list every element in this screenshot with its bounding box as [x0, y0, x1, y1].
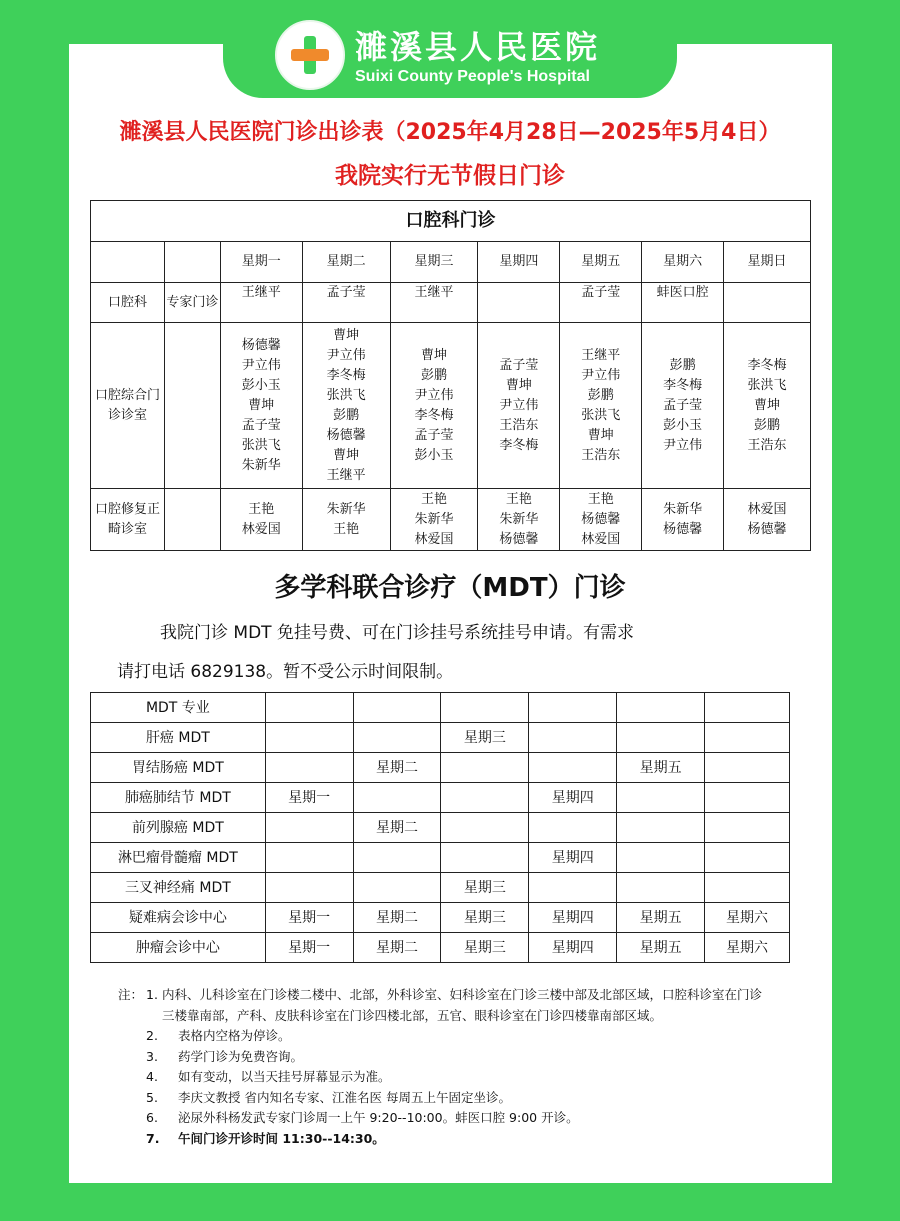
note-text: 午间门诊开诊时间 11:30--14:30。 — [178, 1130, 385, 1146]
clinic-type — [164, 323, 220, 489]
doctor-cell: 朱新华 杨德馨 — [642, 489, 724, 551]
doctor-cell: 朱新华 王艳 — [302, 489, 390, 551]
mdt-day-cell — [529, 813, 617, 843]
note-number: 5. — [146, 1089, 158, 1105]
doctor-cell: 王艳 朱新华 林爱国 — [390, 489, 478, 551]
day-header: 星期三 — [390, 242, 478, 283]
mdt-specialty: 肝癌 MDT — [91, 723, 266, 753]
mdt-day-cell: 星期二 — [353, 753, 441, 783]
mdt-day-cell: 星期一 — [265, 933, 353, 963]
mdt-day-cell: 星期四 — [529, 933, 617, 963]
mdt-day-cell: 星期三 — [441, 873, 529, 903]
note-number: 3. — [146, 1048, 158, 1064]
note-item — [118, 1067, 768, 1088]
mdt-day-cell: 星期三 — [441, 903, 529, 933]
mdt-day-cell: 星期三 — [441, 933, 529, 963]
dept-name: 口腔修复正畸诊室 — [91, 489, 165, 551]
mdt-day-cell — [617, 873, 705, 903]
mdt-day-cell — [265, 813, 353, 843]
doctor-cell: 蚌医口腔 — [642, 283, 724, 323]
mdt-specialty: 肿瘤会诊中心 — [91, 933, 266, 963]
day-header: 星期日 — [724, 242, 811, 283]
note-text: 李庆文教授 省内知名专家、江淮名医 每周五上午固定坐诊。 — [178, 1089, 511, 1105]
note-text: 内科、儿科诊室在门诊楼二楼中、北部，外科诊室、妇科诊室在门诊三楼中部及北部区域，口腔科诊室在门诊三楼靠南部，产科、皮肤科诊室在门诊四楼北部，五官、眼科诊室在门诊四楼靠南部区域。 — [162, 987, 763, 1023]
hospital-name-cn: 濉溪县人民医院 — [355, 28, 601, 66]
mdt-day-cell — [441, 783, 529, 813]
mdt-day-cell — [705, 753, 790, 783]
doctor-cell: 李冬梅 张洪飞 曹坤 彭鹏 王浩东 — [724, 323, 811, 489]
dept-name: 口腔科 — [91, 283, 165, 323]
mdt-day-cell — [529, 873, 617, 903]
mdt-day-cell — [353, 723, 441, 753]
note-item — [118, 1047, 768, 1068]
doctor-cell: 曹坤 尹立伟 李冬梅 张洪飞 彭鹏 杨德馨 曹坤 王继平 — [302, 323, 390, 489]
mdt-specialty: 淋巴瘤骨髓瘤 MDT — [91, 843, 266, 873]
day-header: 星期四 — [478, 242, 560, 283]
notes-label: 注： — [118, 987, 144, 1002]
page-subtitle: 我院实行无节假日门诊 — [335, 163, 565, 189]
mdt-day-cell — [441, 753, 529, 783]
mdt-day-cell — [265, 723, 353, 753]
mdt-day-cell — [441, 813, 529, 843]
mdt-day-cell — [265, 873, 353, 903]
mdt-specialty: 三叉神经痛 MDT — [91, 873, 266, 903]
mdt-header-label: MDT 专业 — [91, 693, 266, 723]
doctor-cell: 孟子莹 曹坤 尹立伟 王浩东 李冬梅 — [478, 323, 560, 489]
mdt-day-cell: 星期四 — [529, 783, 617, 813]
mdt-day-cell — [705, 813, 790, 843]
day-header: 星期二 — [302, 242, 390, 283]
mdt-heading: 多学科联合诊疗（MDT）门诊 — [274, 573, 626, 603]
mdt-row — [91, 903, 790, 933]
mdt-day-cell — [617, 723, 705, 753]
mdt-day-cell: 星期五 — [617, 753, 705, 783]
doctor-cell: 王继平 — [220, 283, 302, 323]
mdt-day-cell: 星期二 — [353, 903, 441, 933]
mdt-row — [91, 723, 790, 753]
mdt-day-cell — [617, 813, 705, 843]
doctor-cell: 杨德馨 尹立伟 彭小玉 曹坤 孟子莹 张洪飞 朱新华 — [220, 323, 302, 489]
dental-row — [91, 323, 811, 489]
dental-schedule-table — [90, 200, 811, 551]
mdt-specialty: 胃结肠癌 MDT — [91, 753, 266, 783]
mdt-row — [91, 843, 790, 873]
note-number: 6. — [146, 1110, 158, 1125]
day-header: 星期六 — [642, 242, 724, 283]
mdt-description-line2: 请打电话 6829138。暂不受公示时间限制。 — [117, 662, 454, 682]
note-text: 药学门诊为免费咨询。 — [178, 1048, 304, 1064]
doctor-cell: 王继平 尹立伟 彭鹏 张洪飞 曹坤 王浩东 — [560, 323, 642, 489]
mdt-row — [91, 813, 790, 843]
mdt-specialty: 前列腺癌 MDT — [91, 813, 266, 843]
note-item — [118, 1108, 768, 1129]
mdt-day-cell — [617, 843, 705, 873]
page-title: 濉溪县人民医院门诊出诊表（2025年4月28日—2025年5月4日） — [119, 120, 781, 145]
mdt-day-cell — [529, 753, 617, 783]
mdt-day-cell: 星期二 — [353, 813, 441, 843]
day-header: 星期五 — [560, 242, 642, 283]
note-number: 7. — [146, 1130, 160, 1146]
dental-caption: 口腔科门诊 — [91, 201, 811, 242]
mdt-specialty: 肺癌肺结节 MDT — [91, 783, 266, 813]
note-text: 泌尿外科杨发武专家门诊周一上午 9:20--10:00。蚌医口腔 9:00 开诊。 — [178, 1110, 579, 1125]
mdt-day-cell — [529, 723, 617, 753]
doctor-cell: 孟子莹 — [560, 283, 642, 323]
mdt-row — [91, 873, 790, 903]
mdt-day-cell — [353, 873, 441, 903]
doctor-cell: 王艳 林爱国 — [220, 489, 302, 551]
mdt-row — [91, 933, 790, 963]
mdt-day-cell — [617, 783, 705, 813]
mdt-day-cell — [353, 843, 441, 873]
mdt-day-cell — [441, 843, 529, 873]
mdt-day-cell — [265, 843, 353, 873]
mdt-row — [91, 753, 790, 783]
clinic-type — [164, 489, 220, 551]
dental-row — [91, 283, 811, 323]
dental-row — [91, 489, 811, 551]
doctor-cell — [724, 283, 811, 323]
mdt-day-cell: 星期一 — [265, 783, 353, 813]
mdt-day-cell — [705, 783, 790, 813]
mdt-day-cell: 星期五 — [617, 933, 705, 963]
note-item — [118, 1129, 768, 1150]
notes-section — [118, 985, 768, 1149]
note-text: 如有变动，以当天挂号屏幕显示为准。 — [178, 1069, 391, 1084]
mdt-day-cell: 星期五 — [617, 903, 705, 933]
hospital-logo-icon — [275, 20, 345, 90]
note-number: 2. — [146, 1028, 158, 1043]
mdt-day-cell — [705, 723, 790, 753]
mdt-day-cell — [705, 873, 790, 903]
note-item — [118, 1026, 768, 1047]
mdt-day-cell: 星期六 — [705, 933, 790, 963]
doctor-cell: 林爱国 杨德馨 — [724, 489, 811, 551]
mdt-schedule-table — [90, 692, 790, 963]
mdt-day-cell — [705, 843, 790, 873]
mdt-specialty: 疑难病会诊中心 — [91, 903, 266, 933]
mdt-day-cell: 星期四 — [529, 843, 617, 873]
doctor-cell: 王艳 杨德馨 林爱国 — [560, 489, 642, 551]
mdt-day-cell: 星期一 — [265, 903, 353, 933]
note-item — [118, 985, 768, 1026]
mdt-row — [91, 783, 790, 813]
hospital-name-en: Suixi County People's Hospital — [355, 68, 590, 85]
doctor-cell — [478, 283, 560, 323]
mdt-day-cell: 星期三 — [441, 723, 529, 753]
doctor-cell: 彭鹏 李冬梅 孟子莹 彭小玉 尹立伟 — [642, 323, 724, 489]
doctor-cell: 孟子莹 — [302, 283, 390, 323]
dept-name: 口腔综合门诊诊室 — [91, 323, 165, 489]
mdt-day-cell: 星期六 — [705, 903, 790, 933]
day-header: 星期一 — [220, 242, 302, 283]
mdt-day-cell: 星期四 — [529, 903, 617, 933]
doctor-cell: 王继平 — [390, 283, 478, 323]
mdt-day-cell — [265, 753, 353, 783]
clinic-type: 专家门诊 — [164, 283, 220, 323]
doctor-cell: 曹坤 彭鹏 尹立伟 李冬梅 孟子莹 彭小玉 — [390, 323, 478, 489]
doctor-cell: 王艳 朱新华 杨德馨 — [478, 489, 560, 551]
mdt-day-cell: 星期二 — [353, 933, 441, 963]
note-item — [118, 1088, 768, 1109]
mdt-day-cell — [353, 783, 441, 813]
note-number: 1. — [146, 987, 158, 1002]
note-number: 4. — [146, 1069, 158, 1084]
note-text: 表格内空格为停诊。 — [178, 1028, 291, 1043]
mdt-description-line1: 我院门诊 MDT 免挂号费、可在门诊挂号系统挂号申请。有需求 — [160, 623, 634, 643]
